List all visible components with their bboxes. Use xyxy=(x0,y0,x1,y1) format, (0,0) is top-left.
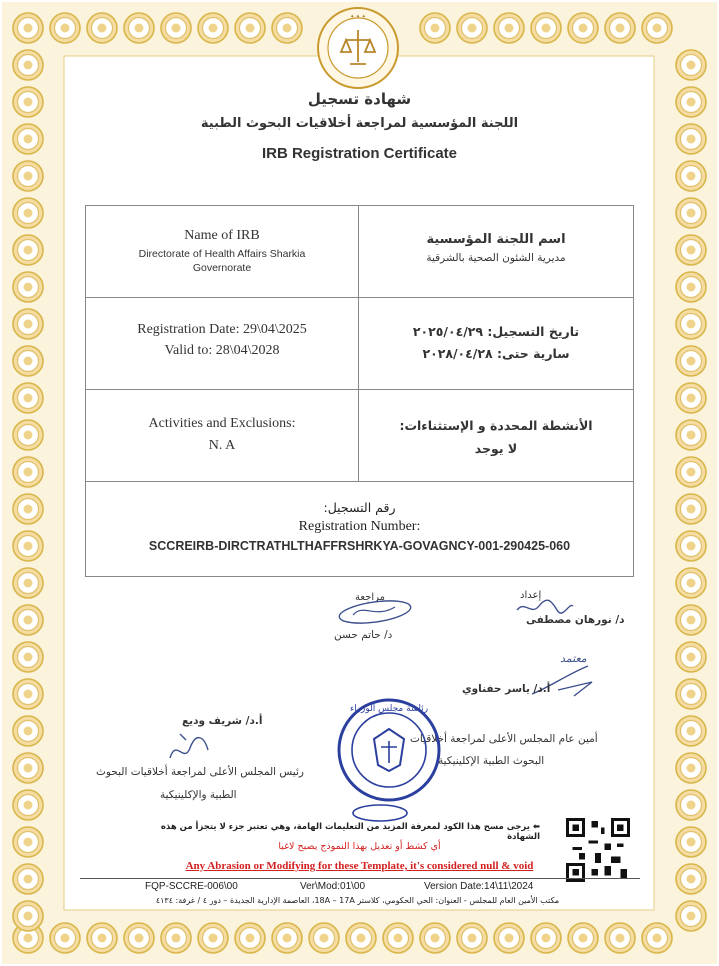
arrow-icon: ⬅ xyxy=(529,822,540,832)
certificate-title-en: IRB Registration Certificate xyxy=(261,145,458,162)
warning-ar: أي كشط أو تعديل بهذا النموذج يصبح لاغيا xyxy=(278,841,441,852)
border-medal xyxy=(642,923,672,953)
warning-en: Any Abrasion or Modifying for these Template, it's considered null & void xyxy=(185,860,534,872)
border-medal xyxy=(676,161,706,191)
border-medal xyxy=(676,568,706,598)
border-medal xyxy=(13,716,43,746)
dates-cell-en xyxy=(86,298,359,390)
reviewed-signature xyxy=(335,597,415,627)
border-medal xyxy=(13,50,43,80)
prepared-label: إعداد xyxy=(520,590,542,601)
border-medal xyxy=(676,679,706,709)
certificate-table xyxy=(85,205,634,577)
council-seal-logo xyxy=(316,6,400,90)
border-medal xyxy=(676,901,706,931)
dates-cell-ar xyxy=(359,298,634,390)
official-stamp xyxy=(334,695,444,805)
registration-number-label-ar: رقم التسجيل: xyxy=(323,500,396,515)
border-medal xyxy=(676,531,706,561)
border-medal xyxy=(13,346,43,376)
border-medal xyxy=(13,531,43,561)
border-medal xyxy=(13,679,43,709)
border-medal xyxy=(87,923,117,953)
border-medal xyxy=(13,272,43,302)
border-medal xyxy=(13,457,43,487)
border-medal xyxy=(124,13,154,43)
president-title-line1: رئيس المجلس الأعلى لمراجعة أخلاقيات البحوث xyxy=(96,766,304,778)
border-medal xyxy=(457,13,487,43)
border-medal xyxy=(13,198,43,228)
secgen-title-line1: أمين عام المجلس الأعلى لمراجعة أخلاقيات xyxy=(410,733,598,745)
irb-name-label-en: Name of IRB xyxy=(184,228,260,243)
svg-text:✦ ✦ ✦: ✦ ✦ ✦ xyxy=(350,14,366,20)
activities-label-en: Activities and Exclusions: xyxy=(148,416,296,431)
border-medal xyxy=(676,420,706,450)
border-medal xyxy=(13,494,43,524)
border-medal xyxy=(13,642,43,672)
border-medal xyxy=(346,923,376,953)
border-medal xyxy=(676,346,706,376)
border-medal xyxy=(531,923,561,953)
border-medal xyxy=(198,923,228,953)
president-title-line2: الطبية والإكلينيكية xyxy=(160,789,237,801)
border-medal xyxy=(676,642,706,672)
border-medal xyxy=(676,457,706,487)
footer-rule xyxy=(80,878,640,879)
border-medal xyxy=(161,923,191,953)
border-medal xyxy=(235,923,265,953)
committee-title-ar: اللجنة المؤسسية لمراجعة أخلاقيات البحوث الطبية xyxy=(200,116,519,131)
secgen-title-line2: البحوث الطبية الإكلينيكية xyxy=(438,755,545,767)
irb-name-value-en-line2: Governorate xyxy=(192,262,252,274)
border-medal xyxy=(676,272,706,302)
border-medal xyxy=(642,13,672,43)
stamp-text: رئاسة مجلس الوزراء xyxy=(349,704,429,714)
border-medal xyxy=(124,923,154,953)
form-code: FQP-SCCRE-006\00 xyxy=(145,881,238,892)
border-medal xyxy=(676,383,706,413)
approved-label: معتمد xyxy=(560,652,587,665)
border-medal xyxy=(676,198,706,228)
border-medal xyxy=(13,790,43,820)
border-medal xyxy=(50,923,80,953)
registration-number-label-en: Registration Number: xyxy=(298,519,421,534)
border-medal xyxy=(420,923,450,953)
border-medal xyxy=(272,13,302,43)
president-signature xyxy=(160,728,230,768)
scan-note-ar xyxy=(150,822,540,842)
valid-to-en: Valid to: 28\04\2028 xyxy=(164,343,280,358)
registration-number-cell xyxy=(86,482,634,577)
irb-name-label-ar: اسم اللجنة المؤسسية xyxy=(426,232,566,247)
border-medal xyxy=(676,605,706,635)
scan-note-text: يرجى مسح هذا الكود لمعرفة المزيد من التعليمات الهامة، وهي تعتبر جزء لا يتجزأ من هذه الشهادة xyxy=(160,822,540,842)
border-medal xyxy=(605,923,635,953)
ver-mod: Ver\Mod:01\00 xyxy=(300,881,366,892)
irb-name-cell-en xyxy=(86,206,359,298)
border-medal xyxy=(13,309,43,339)
border-medal xyxy=(13,383,43,413)
border-medal xyxy=(676,235,706,265)
border-medal xyxy=(676,753,706,783)
border-medal xyxy=(13,901,43,931)
registration-number-value: SCCREIRB-DIRCTRATHLTHAFFRSHRKYA-GOVAGNCY-001-290425-060 xyxy=(148,539,571,553)
activities-label-ar: الأنشطة المحددة و الإستثناءات: xyxy=(399,418,593,433)
border-medal xyxy=(494,923,524,953)
border-medal xyxy=(13,568,43,598)
border-medal xyxy=(13,161,43,191)
border-medal xyxy=(235,13,265,43)
irb-name-value-ar: مديرية الشئون الصحية بالشرقية xyxy=(426,252,566,264)
activities-cell-en xyxy=(86,390,359,482)
border-medal xyxy=(383,923,413,953)
reviewed-label: مراجعة xyxy=(355,592,386,603)
valid-to-ar: سارية حتى: ٢٠٢٨/٠٤/٢٨ xyxy=(422,346,570,361)
border-medal xyxy=(676,494,706,524)
border-medal xyxy=(676,309,706,339)
certificate-title-ar: شهادة تسجيل xyxy=(307,90,412,108)
qr-code xyxy=(566,818,630,882)
border-medal xyxy=(457,923,487,953)
border-medal xyxy=(87,13,117,43)
border-medal xyxy=(13,235,43,265)
border-medal xyxy=(494,13,524,43)
border-medal xyxy=(676,790,706,820)
border-medal xyxy=(13,13,43,43)
border-medal xyxy=(13,605,43,635)
activities-value-en: N. A xyxy=(208,438,236,453)
border-medal xyxy=(531,13,561,43)
version-date: Version Date:14\11\2024 xyxy=(424,881,534,892)
border-medal xyxy=(13,753,43,783)
activities-cell-ar xyxy=(359,390,634,482)
border-medal xyxy=(568,923,598,953)
border-medal xyxy=(309,923,339,953)
secgen-name: أ.د/ ياسر حفناوي xyxy=(462,683,551,695)
irb-name-cell-ar xyxy=(359,206,634,298)
border-medal xyxy=(198,13,228,43)
activities-value-ar: لا يوجد xyxy=(474,441,518,456)
border-medal xyxy=(676,50,706,80)
registration-date-en: Registration Date: 29\04\2025 xyxy=(137,322,307,337)
border-medal xyxy=(272,923,302,953)
border-medal xyxy=(676,716,706,746)
reviewed-name: د/ حاتم حسن xyxy=(334,629,393,641)
irb-name-value-en-line1: Directorate of Health Affairs Sharkia xyxy=(138,248,306,260)
stamp-small-ellipse xyxy=(350,803,410,823)
prepared-name: د/ نورهان مصطفى xyxy=(526,614,625,626)
border-medal xyxy=(13,420,43,450)
registration-date-ar: تاريخ التسجيل: ٢٠٢٥/٠٤/٢٩ xyxy=(412,324,580,339)
address-ar: مكتب الأمين العام للمجلس - العنوان: الحي الحكومي، كلاستر 18A – 17A، العاصمة الإدارية الجديدة – دور ٤ / غرفة: ٤١٣٤ xyxy=(155,896,560,905)
border-medal xyxy=(420,13,450,43)
border-medal xyxy=(568,13,598,43)
president-name: أ.د/ شريف وديع xyxy=(182,715,263,727)
border-medal xyxy=(50,13,80,43)
border-medal xyxy=(161,13,191,43)
border-medal xyxy=(605,13,635,43)
